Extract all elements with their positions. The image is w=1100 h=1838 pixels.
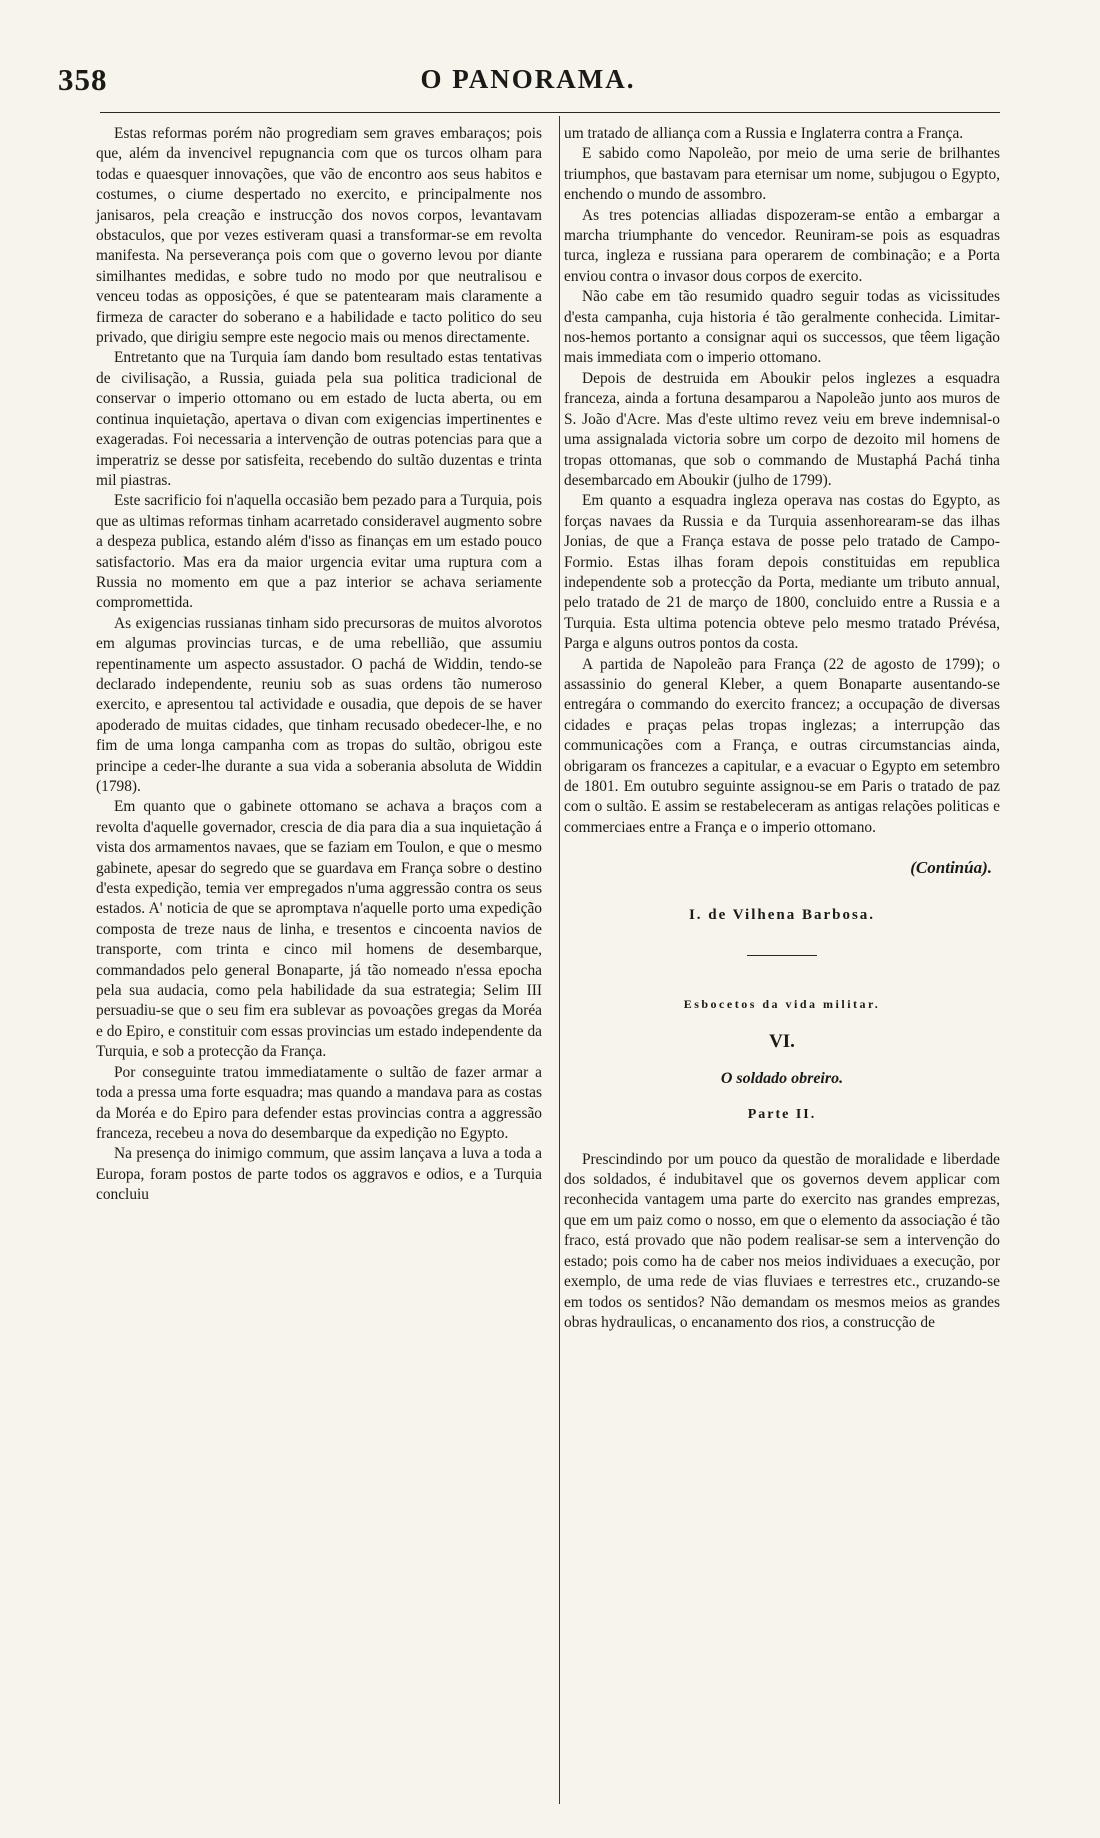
paragraph: E sabido como Napoleão, por meio de uma serie de brilhantes triumphos, que bastavam para eternisar um nome, subjugou o Egypto, enchendo o mundo de assombro. bbox=[564, 145, 1000, 204]
section-part: Parte II. bbox=[747, 1107, 817, 1123]
opening-paragraph: Prescindindo por um pouco da questão de moralidade e liberdade dos soldados, é indubitavel que os governos devem applicar com reconhecida vantagem uma parte do exercito nas grandes emprezas, que em um paiz como o nosso, em que o elemento da associação é tão fraco, está provado que não podem realisar-se sem a intervenção do estado; pois como ha de caber nos meios individuaes a execução, por exemplo, de uma rede de vias fluviaes e terrestres etc., cruzando-se em todos os sentidos? Não demandam os mesmos meios as grandes obras hydraulicas, o encanamento dos rios, a construcção de bbox=[564, 1150, 1000, 1331]
right-column bbox=[564, 124, 1000, 1333]
paragraph: Depois de destruida em Aboukir pelos inglezes a esquadra franceza, ainda a fortuna desamparou a Napoleão junto aos muros de S. João d'Acre. Mas d'este ultimo revez veiu em breve indemnisal-o uma assignalada victoria sobre um corpo de dezoito mil homens de tropas ottomanas, que sob o commando de Mustaphá Pachá tinha desembarcado em Aboukir (julho de 1799). bbox=[564, 369, 1000, 489]
page-header bbox=[58, 62, 998, 102]
paragraph: A partida de Napoleão para França (22 de agosto de 1799); o assassinio do general Kleber, a quem Bonaparte ausentando-se entregára o commando do exercito francez; a occupação de diversas cidades e praças pelas tropas inglezas; a interrupção das communicações com a França, e outras circumstancias ainda, obrigaram os francezes a capitular, e a evacuar o Egypto em setembro de 1801. Em outubro seguinte assignou-se em Paris o tratado de paz com o sultão. E assim se restabeleceram as antigas relações politicas e commerciaes entre a França e o imperio ottomano. bbox=[564, 655, 1000, 836]
column-divider bbox=[559, 116, 560, 1804]
left-column bbox=[96, 124, 542, 1206]
paragraph: Em quanto a esquadra ingleza operava nas costas do Egypto, as forças navaes da Russia e da Turquia assenhorearam-se das ilhas Jonias, de que a França estava de posse pelo tratado de Campo-Formio. Estas ilhas foram depois constituidas em republica independente sob a protecção da Porta, mediante um tributo annual, pelo tratado de 21 de março de 1800, concluido entre a Russia e a Turquia. Esta ultima potencia obteve pelo mesmo tratado Prévésa, Parga e alguns outros pontos da costa. bbox=[564, 492, 1000, 653]
paragraph: As exigencias russianas tinham sido precursoras de muitos alvorotos em algumas provincias turcas, e de uma rebellião, que assumiu repentinamente um aspecto assustador. O pachá de Widdin, tendo-se declarado independente, reuniu sob as suas ordens tão numeroso exercito, e apresentou tal actividade e ousadia, que depois de se haver apoderado de muitas cidades, que tinham recusado obedecer-lhe, e no fim de uma longa campanha com as tropas do sultão, obrigou este principe a ceder-lhe durante a sua vida a soberania absoluta de Widdin (1798). bbox=[96, 614, 542, 795]
header-rule bbox=[100, 112, 1000, 113]
paragraph: Em quanto que o gabinete ottomano se achava a braços com a revolta d'aquelle governador, crescia de dia para dia a sua inquietação á vista dos armamentos navaes, que se faziam em Toulon, e que o mesmo gabinete, apesar do segredo que se guardava em França sobre o destino d'esta expedição, temia ver empregados n'uma aggressão contra os seus estados. A' noticia de que se apromptava n'aquelle porto uma expedição composta de treze naus de linha, e tresentos e cincoenta navios de transporte, com trinta e cinco mil homens de desembarque, commandados pelo general Bonaparte, já tão nomeado n'essa epocha pela sua audacia, como pela habilidade da sua estrategia; Selim III persuadiu-se que o seu fim era sublevar as povoações gregas da Moréa e do Epiro, e constituir com essas provincias um estado independente da Turquia, e sob a protecção da França. bbox=[96, 798, 542, 1061]
page-number: 358 bbox=[58, 62, 108, 97]
paragraph: Estas reformas porém não progrediam sem graves embaraços; pois que, além da invencivel repugnancia com que os turcos olham para todas e quaesquer innovações, que vão de encontro aos seus habitos e costumes, o ciume despertado no exercito, e principalmente nos janisaros, pela creação e instrucção dos novos corpos, levantavam obstaculos, que por vezes estiveram quasi a transformar-se em revolta manifesta. Na perseverança pois com que o governo levou por diante similhantes medidas, e sobre tudo no modo por que neutralisou e venceu todas as opposições, é que se patentearam mais claramente a firmeza de caracter do soberano e a habilidade e tacto politico do seu privado, que dirigiu sempre este negocio mais ou menos directamente. bbox=[96, 125, 542, 347]
section-title: Esbocetos da vida militar. bbox=[683, 997, 881, 1012]
paragraph: As tres potencias alliadas dispozeram-se então a embargar a marcha triumphante do vencedor. Reuniram-se pois as esquadras turca, ingleza e russiana para operarem de combinação; e a Porta enviou contra o invasor dous corpos de exercito. bbox=[564, 206, 1000, 285]
paragraph: Na presença do inimigo commum, que assim lançava a luva a toda a Europa, foram postos de parte todos os aggravos e odios, e a Turquia concluiu bbox=[96, 1145, 542, 1204]
author-signature: I. de Vilhena Barbosa. bbox=[688, 906, 876, 923]
section-divider bbox=[747, 955, 817, 956]
paragraph: Não cabe em tão resumido quadro seguir todas as vicissitudes d'esta campanha, cuja historia é tão geralmente conhecida. Limitar-nos-hemos portanto a consignar aqui os successos, que têem ligação mais immediata com o imperio ottomano. bbox=[564, 288, 1000, 367]
section-subtitle: O soldado obreiro. bbox=[720, 1069, 844, 1087]
paragraph: Entretanto que na Turquia íam dando bom resultado estas tentativas de civilisação, a Russia, guiada pela sua politica tradicional de conservar o imperio ottomano ou em estado de lucta aberta, ou em continua inquietação, apertava o divan com exigencias impertinentes e exageradas. Foi necessaria a intervenção de outras potencias para que a imperatriz se desse por satisfeita, recebendo do sultão duzentas e trinta mil piastras. bbox=[96, 349, 542, 489]
section-number: VI. bbox=[769, 1031, 795, 1053]
paragraph: Por conseguinte tratou immediatamente o sultão de fazer armar a toda a pressa uma forte esquadra; mas quando a mandava para as costas da Moréa e do Epiro para defender estas provincias contra a aggressão franceza, recebeu a nova do desembarque da expedição no Egypto. bbox=[96, 1063, 542, 1142]
continued-paragraph: um tratado de alliança com a Russia e Inglaterra contra a França. bbox=[564, 125, 964, 142]
running-title: O PANORAMA. bbox=[420, 64, 636, 94]
paragraph: Este sacrificio foi n'aquella occasião bem pezado para a Turquia, pois que as ultimas reformas tinham acarretado consideravel augmento sobre a despeza publica, estando além d'isso as finanças em um estado pouco satisfactorio. Mas era da maior urgencia evitar uma ruptura com a Russia no momento em que a paz interior se achava seriamente compromettida. bbox=[96, 492, 543, 612]
continua-note: (Continúa). bbox=[910, 858, 992, 878]
